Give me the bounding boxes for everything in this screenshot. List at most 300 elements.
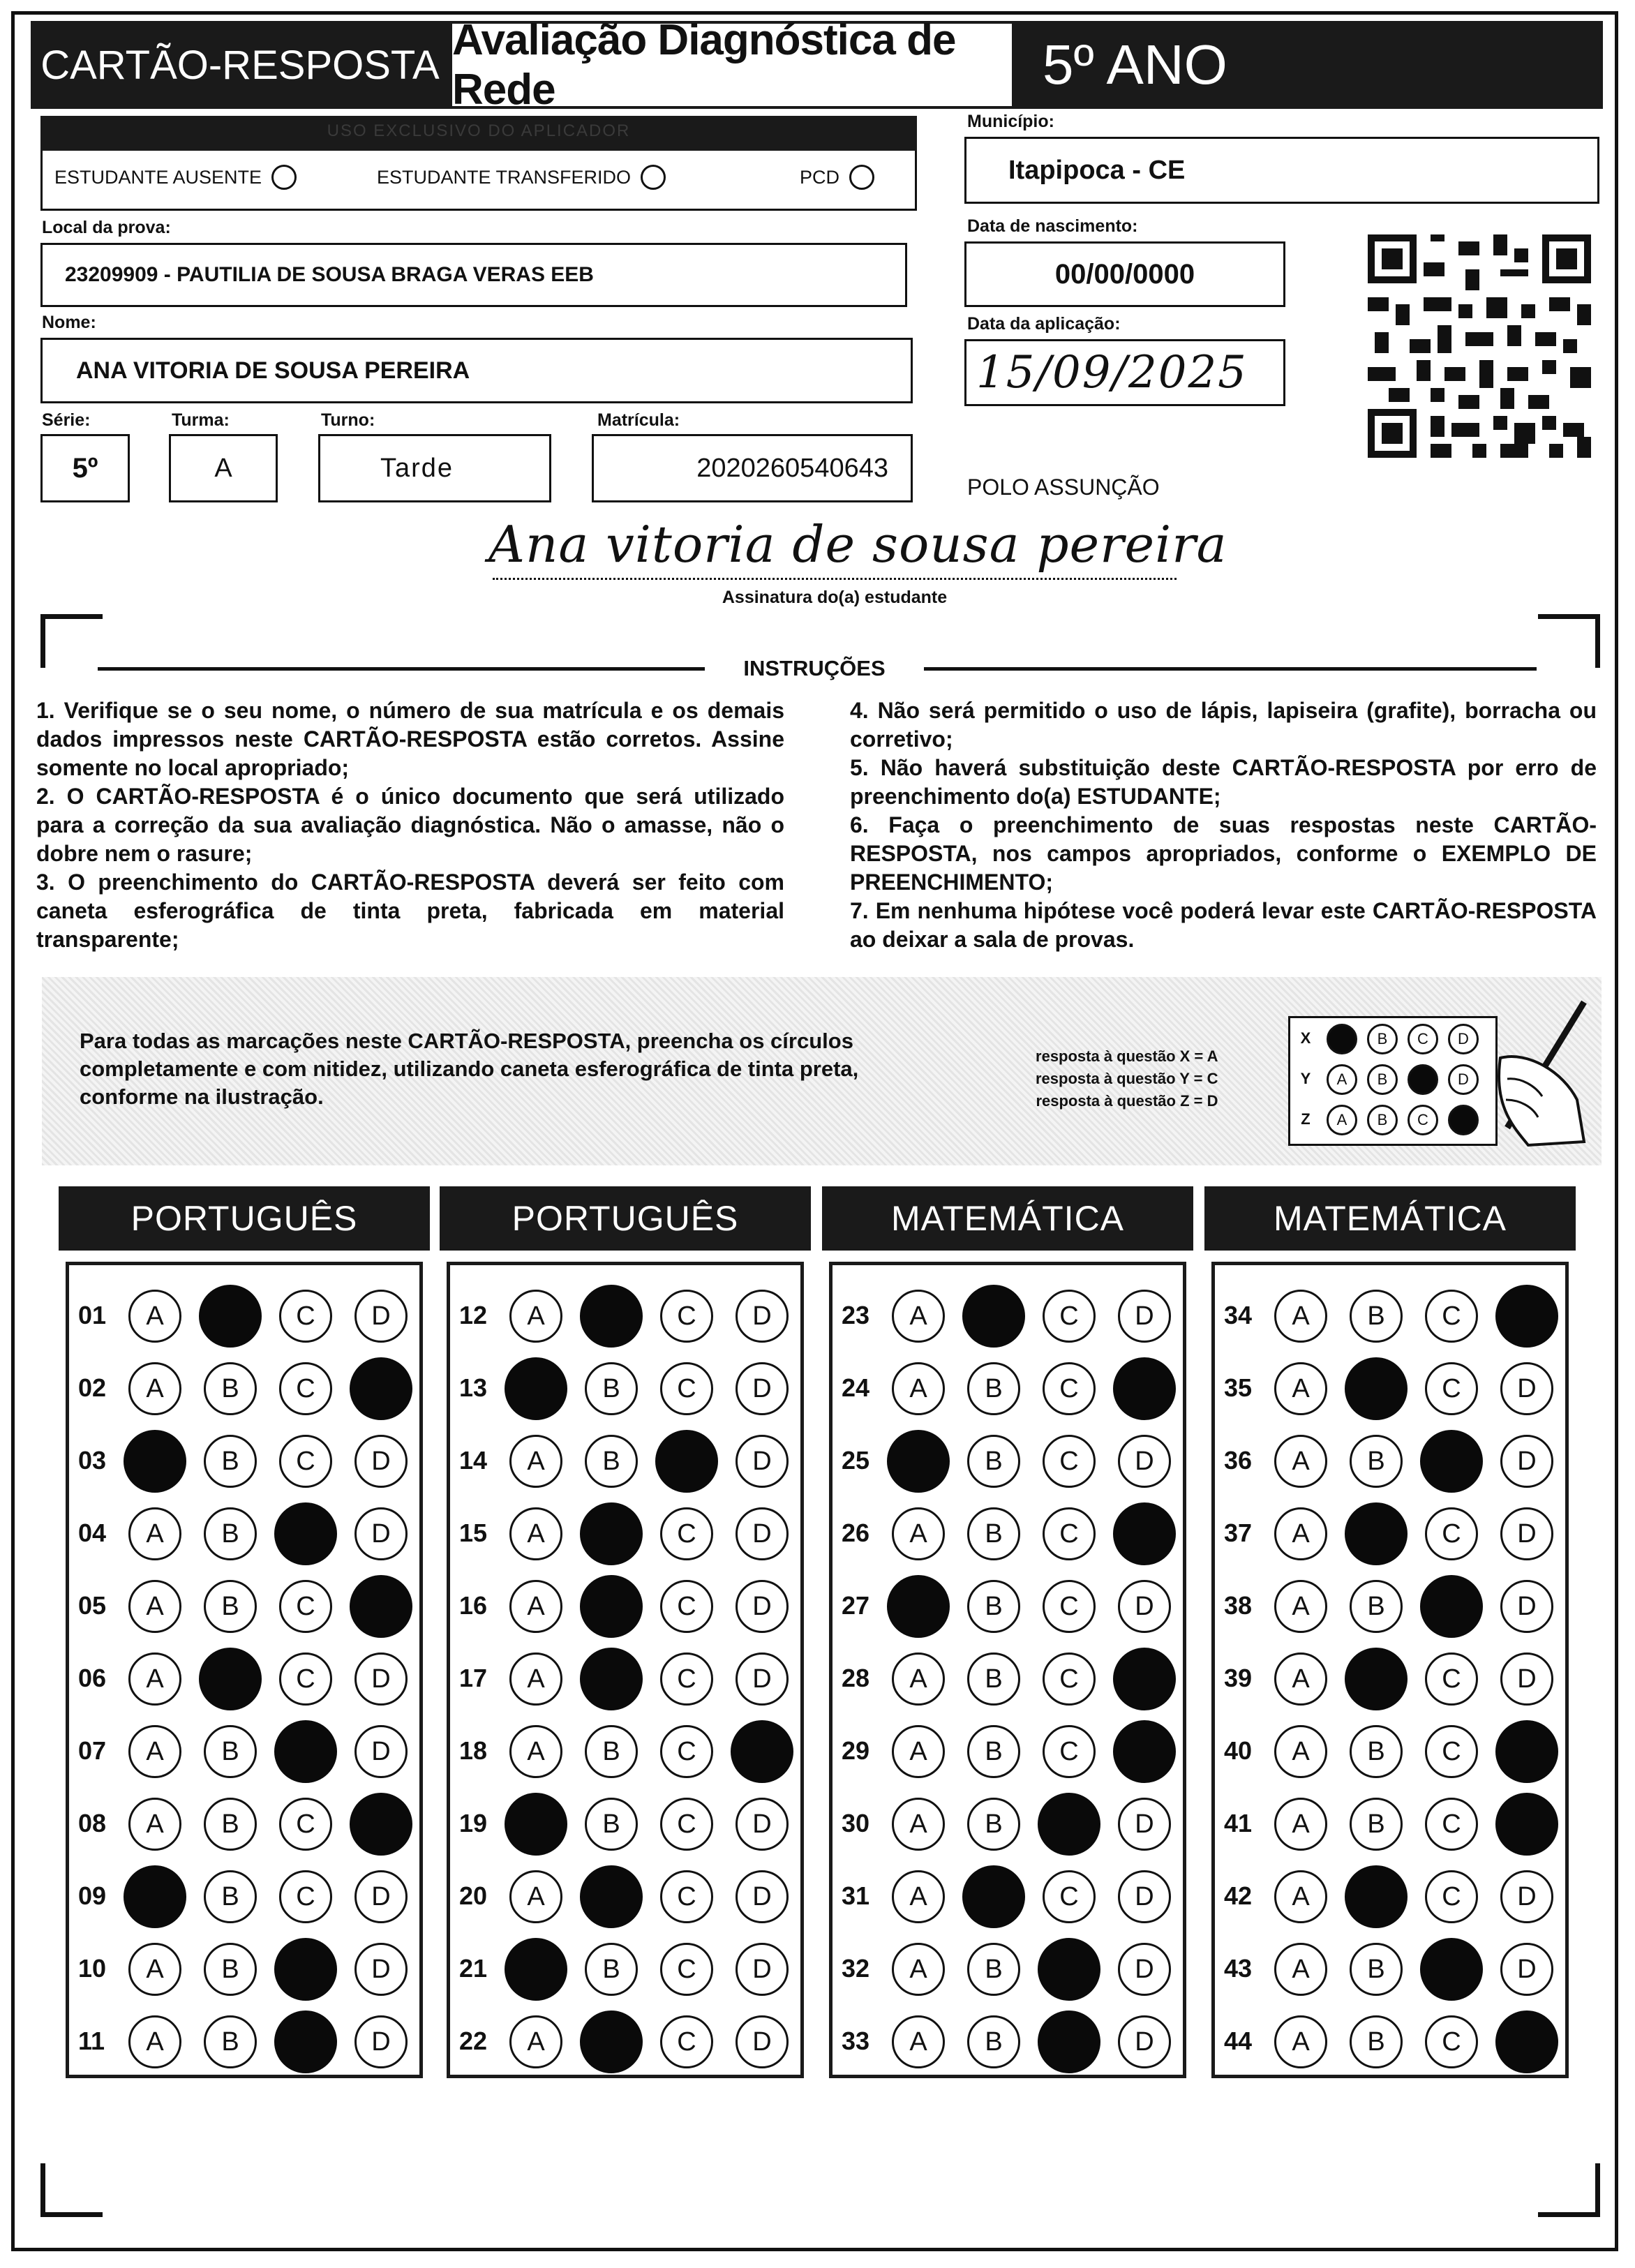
answer-bubble-44-c[interactable]: C xyxy=(1425,2015,1478,2068)
answer-bubble-11-d[interactable]: D xyxy=(354,2015,408,2068)
instruction-7: 7. Em nenhuma hipótese você poderá levar este CARTÃO-RESPOSTA ao deixar a sala de provas. xyxy=(850,898,1597,952)
answer-bubble-19-b[interactable]: B xyxy=(585,1798,638,1851)
answer-bubble-25-d[interactable]: D xyxy=(1118,1435,1171,1488)
serie-value: 5º xyxy=(72,452,98,484)
answer-bubble-08-a[interactable]: A xyxy=(128,1798,181,1851)
question-number: 38 xyxy=(1224,1591,1253,1620)
answer-bubble-38-b[interactable]: B xyxy=(1350,1580,1403,1633)
answer-bubble-32-b[interactable]: B xyxy=(967,1943,1020,1996)
answer-bubble-29-d[interactable] xyxy=(1113,1720,1176,1783)
question-number: 01 xyxy=(78,1301,107,1329)
question-number: 41 xyxy=(1224,1809,1253,1837)
answer-bubble-22-a[interactable]: A xyxy=(509,2015,562,2068)
answer-bubble-28-b[interactable]: B xyxy=(967,1652,1020,1706)
answer-bubble-19-d[interactable]: D xyxy=(736,1798,789,1851)
turno-field xyxy=(318,434,551,502)
question-number: 42 xyxy=(1224,1881,1253,1910)
answer-bubble-11-b[interactable]: B xyxy=(204,2015,257,2068)
instr-rule-right xyxy=(924,667,1537,671)
question-number: 36 xyxy=(1224,1446,1253,1475)
absent-option[interactable] xyxy=(54,165,297,190)
answer-bubble-09-d[interactable]: D xyxy=(354,1870,408,1923)
answer-bubble-42-a[interactable]: A xyxy=(1274,1870,1327,1923)
answer-bubble-05-a[interactable]: A xyxy=(128,1580,181,1633)
answer-bubble-02-d[interactable] xyxy=(350,1357,412,1420)
answer-bubble-13-a[interactable] xyxy=(505,1357,567,1420)
answer-bubble-08-c[interactable]: C xyxy=(279,1798,332,1851)
local-field xyxy=(40,243,907,307)
question-number: 12 xyxy=(459,1301,488,1329)
answer-bubble-42-c[interactable]: C xyxy=(1425,1870,1478,1923)
transferred-option[interactable] xyxy=(377,165,666,190)
answer-bubble-44-b[interactable]: B xyxy=(1350,2015,1403,2068)
instr-rule-left xyxy=(98,667,705,671)
answer-bubble-26-a[interactable]: A xyxy=(892,1507,945,1560)
question-number: 29 xyxy=(842,1736,870,1765)
answer-bubble-34-c[interactable]: C xyxy=(1425,1290,1478,1343)
question-number: 18 xyxy=(459,1736,488,1765)
nome-field xyxy=(40,338,913,403)
local-value: 23209909 - PAUTILIA DE SOUSA BRAGA VERAS EEB xyxy=(65,263,594,286)
answer-bubble-31-c[interactable]: C xyxy=(1043,1870,1096,1923)
question-number: 02 xyxy=(78,1373,107,1402)
answer-bubble-05-c[interactable]: C xyxy=(279,1580,332,1633)
answer-bubble-15-c[interactable]: C xyxy=(660,1507,713,1560)
question-number: 11 xyxy=(78,2027,105,2055)
answer-bubble-33-a[interactable]: A xyxy=(892,2015,945,2068)
answer-bubble-16-d[interactable]: D xyxy=(736,1580,789,1633)
answer-bubble-17-b[interactable] xyxy=(580,1648,643,1710)
question-number: 31 xyxy=(842,1881,870,1910)
answer-bubble-24-b[interactable]: B xyxy=(967,1362,1020,1415)
pcd-circle[interactable] xyxy=(849,165,874,190)
nascimento-value: 00/00/0000 xyxy=(1054,258,1195,290)
answer-bubble-18-d[interactable] xyxy=(731,1720,793,1783)
question-number: 06 xyxy=(78,1664,107,1692)
legend-y: resposta à questão Y = C xyxy=(1036,1070,1218,1087)
answer-bubble-01-b[interactable] xyxy=(199,1285,262,1348)
answer-bubble-13-c[interactable]: C xyxy=(660,1362,713,1415)
answer-bubble-18-b[interactable]: B xyxy=(585,1725,638,1778)
answer-bubble-04-d[interactable]: D xyxy=(354,1507,408,1560)
answer-bubble-36-d[interactable]: D xyxy=(1500,1435,1553,1488)
answer-bubble-33-c[interactable] xyxy=(1038,2010,1100,2073)
answer-bubble-43-b[interactable]: B xyxy=(1350,1943,1403,1996)
aplicacao-field xyxy=(964,339,1285,406)
answer-bubble-15-d[interactable]: D xyxy=(736,1507,789,1560)
example-bubble: B xyxy=(1367,1024,1398,1054)
answer-bubble-40-d[interactable] xyxy=(1495,1720,1558,1783)
answer-bubble-14-d[interactable]: D xyxy=(736,1435,789,1488)
answer-bubble-11-c[interactable] xyxy=(274,2010,337,2073)
answer-bubble-33-d[interactable]: D xyxy=(1118,2015,1171,2068)
question-number: 35 xyxy=(1224,1373,1253,1402)
question-number: 09 xyxy=(78,1881,107,1910)
question-number: 26 xyxy=(842,1519,870,1547)
evaluation-title: Avaliação Diagnóstica de Rede xyxy=(449,21,1015,109)
subject-header: MATEMÁTICA xyxy=(1204,1186,1576,1251)
answer-bubble-25-b[interactable]: B xyxy=(967,1435,1020,1488)
answer-bubble-07-c[interactable] xyxy=(274,1720,337,1783)
turma-value: A xyxy=(214,453,232,483)
example-bubble: B xyxy=(1367,1064,1398,1095)
legend-x: resposta à questão X = A xyxy=(1036,1047,1218,1065)
instruction-1: 1. Verifique se o seu nome, o número de sua matrícula e os demais dados impressos neste CARTÃO-RESPOSTA estão corretos. Assine somente no local apropriado; xyxy=(36,698,784,780)
serie-field xyxy=(40,434,130,502)
answer-bubble-01-a[interactable]: A xyxy=(128,1290,181,1343)
subject-header: PORTUGUÊS xyxy=(440,1186,811,1251)
answer-bubble-27-b[interactable]: B xyxy=(967,1580,1020,1633)
answer-bubble-06-c[interactable]: C xyxy=(279,1652,332,1706)
absent-circle[interactable] xyxy=(271,165,297,190)
answer-bubble-38-d[interactable]: D xyxy=(1500,1580,1553,1633)
answer-bubble-28-c[interactable]: C xyxy=(1043,1652,1096,1706)
answer-bubble-42-d[interactable]: D xyxy=(1500,1870,1553,1923)
question-number: 37 xyxy=(1224,1519,1253,1547)
instruction-5: 5. Não haverá substituição deste CARTÃO-RESPOSTA por erro de preenchimento do(a) ESTUDANTE; xyxy=(850,755,1597,809)
answer-bubble-15-b[interactable] xyxy=(580,1502,643,1565)
answer-bubble-30-a[interactable]: A xyxy=(892,1798,945,1851)
matricula-value: 2020260540643 xyxy=(696,453,888,483)
answer-bubble-40-b[interactable]: B xyxy=(1350,1725,1403,1778)
answer-bubble-13-d[interactable]: D xyxy=(736,1362,789,1415)
corner-top-right xyxy=(1538,614,1600,668)
question-number: 08 xyxy=(78,1809,107,1837)
subject-header: PORTUGUÊS xyxy=(59,1186,430,1251)
aplicacao-label: Data da aplicação: xyxy=(967,314,1121,334)
question-number: 40 xyxy=(1224,1736,1253,1765)
answer-bubble-36-a[interactable]: A xyxy=(1274,1435,1327,1488)
grade-title: 5º ANO xyxy=(1015,21,1603,109)
municipio-label: Município: xyxy=(967,112,1054,131)
answer-bubble-02-b[interactable]: B xyxy=(204,1362,257,1415)
answer-bubble-08-d[interactable] xyxy=(350,1793,412,1856)
polo-text: POLO ASSUNÇÃO xyxy=(967,475,1160,500)
nome-value: ANA VITORIA DE SOUSA PEREIRA xyxy=(76,357,470,384)
answer-bubble-35-d[interactable]: D xyxy=(1500,1362,1553,1415)
question-number: 19 xyxy=(459,1809,488,1837)
answer-bubble-36-b[interactable]: B xyxy=(1350,1435,1403,1488)
answer-bubble-43-a[interactable]: A xyxy=(1274,1943,1327,1996)
answer-bubble-23-a[interactable]: A xyxy=(892,1290,945,1343)
signature-label: Assinatura do(a) estudante xyxy=(722,588,948,607)
instructions-right xyxy=(850,696,1597,954)
answer-bubble-04-b[interactable]: B xyxy=(204,1507,257,1560)
question-number: 17 xyxy=(459,1664,488,1692)
example-grid xyxy=(1288,1016,1498,1146)
answer-bubble-38-a[interactable]: A xyxy=(1274,1580,1327,1633)
absent-label: ESTUDANTE AUSENTE xyxy=(54,166,262,188)
answer-bubble-40-c[interactable]: C xyxy=(1425,1725,1478,1778)
answer-bubble-10-a[interactable]: A xyxy=(128,1943,181,1996)
matricula-label: Matrícula: xyxy=(597,410,680,430)
answer-bubble-27-d[interactable]: D xyxy=(1118,1580,1171,1633)
answer-bubble-25-c[interactable]: C xyxy=(1043,1435,1096,1488)
answer-bubble-17-d[interactable]: D xyxy=(736,1652,789,1706)
answer-bubble-44-d[interactable] xyxy=(1495,2010,1558,2073)
question-number: 03 xyxy=(78,1446,107,1475)
answer-bubble-31-b[interactable] xyxy=(962,1865,1025,1928)
example-bubble: D xyxy=(1448,1024,1479,1054)
answer-bubble-23-b[interactable] xyxy=(962,1285,1025,1348)
answer-bubble-06-a[interactable]: A xyxy=(128,1652,181,1706)
answer-bubble-10-b[interactable]: B xyxy=(204,1943,257,1996)
answer-bubble-33-b[interactable]: B xyxy=(967,2015,1020,2068)
serie-label: Série: xyxy=(42,410,91,430)
answer-bubble-10-d[interactable]: D xyxy=(354,1943,408,1996)
answer-bubble-37-a[interactable]: A xyxy=(1274,1507,1327,1560)
answer-bubble-01-d[interactable]: D xyxy=(354,1290,408,1343)
answer-bubble-23-d[interactable]: D xyxy=(1118,1290,1171,1343)
instructions-left xyxy=(36,696,784,954)
answer-bubble-21-a[interactable] xyxy=(505,1938,567,2001)
transferred-label: ESTUDANTE TRANSFERIDO xyxy=(377,166,632,188)
answer-bubble-41-b[interactable]: B xyxy=(1350,1798,1403,1851)
answer-bubble-29-c[interactable]: C xyxy=(1043,1725,1096,1778)
answer-bubble-10-c[interactable] xyxy=(274,1938,337,2001)
answer-bubble-03-a[interactable] xyxy=(124,1430,186,1493)
answer-bubble-29-b[interactable]: B xyxy=(967,1725,1020,1778)
answer-bubble-18-a[interactable]: A xyxy=(509,1725,562,1778)
signature: Ana vitoria de sousa pereira xyxy=(488,515,1227,574)
answer-bubble-07-d[interactable]: D xyxy=(354,1725,408,1778)
pcd-option[interactable] xyxy=(800,165,874,190)
corner-top-left xyxy=(40,614,103,668)
answer-bubble-39-b[interactable] xyxy=(1345,1648,1408,1710)
answer-bubble-02-a[interactable]: A xyxy=(128,1362,181,1415)
answer-bubble-20-d[interactable]: D xyxy=(736,1870,789,1923)
answer-bubble-35-c[interactable]: C xyxy=(1425,1362,1478,1415)
instruction-6: 6. Faça o preenchimento de suas respostas neste CARTÃO-RESPOSTA, nos campos apropriados, conforme o EXEMPLO DE PREENCHIMENTO; xyxy=(850,812,1597,895)
example-row-label: Y xyxy=(1300,1070,1311,1087)
answer-bubble-22-c[interactable]: C xyxy=(660,2015,713,2068)
question-number: 28 xyxy=(842,1664,870,1692)
question-number: 34 xyxy=(1224,1301,1253,1329)
example-bubble xyxy=(1408,1064,1438,1095)
answer-bubble-39-c[interactable]: C xyxy=(1425,1652,1478,1706)
answer-bubble-22-d[interactable]: D xyxy=(736,2015,789,2068)
answer-bubble-12-d[interactable]: D xyxy=(736,1290,789,1343)
question-number: 39 xyxy=(1224,1664,1253,1692)
example-bubble xyxy=(1448,1105,1479,1135)
answer-bubble-27-a[interactable] xyxy=(887,1575,950,1638)
answer-bubble-39-a[interactable]: A xyxy=(1274,1652,1327,1706)
answer-bubble-26-c[interactable]: C xyxy=(1043,1507,1096,1560)
answer-bubble-29-a[interactable]: A xyxy=(892,1725,945,1778)
answer-bubble-07-a[interactable]: A xyxy=(128,1725,181,1778)
card-title: CARTÃO-RESPOSTA xyxy=(31,21,449,109)
answer-bubble-14-b[interactable]: B xyxy=(585,1435,638,1488)
answer-bubble-25-a[interactable] xyxy=(887,1430,950,1493)
answer-bubble-36-c[interactable] xyxy=(1420,1430,1483,1493)
answer-bubble-34-a[interactable]: A xyxy=(1274,1290,1327,1343)
question-number: 23 xyxy=(842,1301,870,1329)
question-number: 33 xyxy=(842,2027,870,2055)
answer-bubble-01-c[interactable]: C xyxy=(279,1290,332,1343)
example-text: Para todas as marcações neste CARTÃO-RESPOSTA, preencha os círculos completamente e com nitidez, utilizando caneta esferográfica de tinta preta, conforme na ilustração. xyxy=(80,1029,859,1109)
answer-bubble-34-b[interactable]: B xyxy=(1350,1290,1403,1343)
answer-bubble-15-a[interactable]: A xyxy=(509,1507,562,1560)
instruction-3: 3. O preenchimento do CARTÃO-RESPOSTA deverá ser feito com caneta esferográfica de tinta preta, fabricada em material transparente; xyxy=(36,870,784,952)
answer-bubble-20-a[interactable]: A xyxy=(509,1870,562,1923)
answer-bubble-03-c[interactable]: C xyxy=(279,1435,332,1488)
question-number: 27 xyxy=(842,1591,870,1620)
municipio-field xyxy=(964,137,1599,204)
answer-bubble-27-c[interactable]: C xyxy=(1043,1580,1096,1633)
answer-bubble-14-a[interactable]: A xyxy=(509,1435,562,1488)
municipio-value: Itapipoca - CE xyxy=(1008,155,1186,185)
answer-bubble-18-c[interactable]: C xyxy=(660,1725,713,1778)
answer-bubble-05-b[interactable]: B xyxy=(204,1580,257,1633)
subject-header: MATEMÁTICA xyxy=(822,1186,1193,1251)
nascimento-field xyxy=(964,241,1285,307)
nascimento-label: Data de nascimento: xyxy=(967,216,1138,236)
question-number: 13 xyxy=(459,1373,488,1402)
question-number: 10 xyxy=(78,1954,107,1983)
answer-bubble-24-c[interactable]: C xyxy=(1043,1362,1096,1415)
answer-bubble-06-d[interactable]: D xyxy=(354,1652,408,1706)
answer-bubble-21-b[interactable]: B xyxy=(585,1943,638,1996)
answer-bubble-20-b[interactable] xyxy=(580,1865,643,1928)
example-legend xyxy=(1036,1045,1218,1112)
answer-bubble-13-b[interactable]: B xyxy=(585,1362,638,1415)
answer-bubble-08-b[interactable]: B xyxy=(204,1798,257,1851)
answer-bubble-12-c[interactable]: C xyxy=(660,1290,713,1343)
question-number: 43 xyxy=(1224,1954,1253,1983)
answer-bubble-17-c[interactable]: C xyxy=(660,1652,713,1706)
answer-bubble-30-c[interactable] xyxy=(1038,1793,1100,1856)
answer-bubble-16-b[interactable] xyxy=(580,1575,643,1638)
instruction-2: 2. O CARTÃO-RESPOSTA é o único documento que será utilizado para a correção da sua avaliação diagnóstica. Não o amasse, não o dobre nem o rasure; xyxy=(36,784,784,866)
signature-line xyxy=(493,578,1177,580)
answer-bubble-09-a[interactable] xyxy=(124,1865,186,1928)
answer-bubble-32-a[interactable]: A xyxy=(892,1943,945,1996)
answer-bubble-19-c[interactable]: C xyxy=(660,1798,713,1851)
answer-bubble-04-a[interactable]: A xyxy=(128,1507,181,1560)
answer-bubble-44-a[interactable]: A xyxy=(1274,2015,1327,2068)
pcd-label: PCD xyxy=(800,166,840,188)
answer-bubble-19-a[interactable] xyxy=(505,1793,567,1856)
answer-bubble-03-d[interactable]: D xyxy=(354,1435,408,1488)
example-bubble: A xyxy=(1327,1105,1357,1135)
nome-label: Nome: xyxy=(42,313,96,332)
aplicacao-value: 15/09/2025 xyxy=(976,347,1248,398)
answer-bubble-24-a[interactable]: A xyxy=(892,1362,945,1415)
answer-bubble-21-c[interactable]: C xyxy=(660,1943,713,1996)
answer-bubble-11-a[interactable]: A xyxy=(128,2015,181,2068)
answer-bubble-02-c[interactable]: C xyxy=(279,1362,332,1415)
answer-bubble-28-a[interactable]: A xyxy=(892,1652,945,1706)
example-bubble xyxy=(1327,1024,1357,1054)
answer-bubble-41-a[interactable]: A xyxy=(1274,1798,1327,1851)
answer-bubble-37-d[interactable]: D xyxy=(1500,1507,1553,1560)
answer-bubble-35-b[interactable] xyxy=(1345,1357,1408,1420)
answer-bubble-38-c[interactable] xyxy=(1420,1575,1483,1638)
answer-bubble-41-d[interactable] xyxy=(1495,1793,1558,1856)
matricula-field xyxy=(592,434,913,502)
question-number: 24 xyxy=(842,1373,870,1402)
answer-bubble-17-a[interactable]: A xyxy=(509,1652,562,1706)
answer-bubble-05-d[interactable] xyxy=(350,1575,412,1638)
qr-code-icon xyxy=(1368,234,1591,458)
turno-value: Tarde xyxy=(380,453,454,483)
answer-bubble-40-a[interactable]: A xyxy=(1274,1725,1327,1778)
answer-bubble-26-d[interactable] xyxy=(1113,1502,1176,1565)
answer-bubble-34-d[interactable] xyxy=(1495,1285,1558,1348)
answer-bubble-37-c[interactable]: C xyxy=(1425,1507,1478,1560)
turma-label: Turma: xyxy=(172,410,230,430)
question-number: 32 xyxy=(842,1954,870,1983)
question-number: 21 xyxy=(459,1954,488,1983)
answer-bubble-28-d[interactable] xyxy=(1113,1648,1176,1710)
answer-bubble-32-c[interactable] xyxy=(1038,1938,1100,2001)
answer-bubble-43-c[interactable] xyxy=(1420,1938,1483,2001)
hand-pen-icon xyxy=(1486,995,1591,1149)
answer-bubble-09-c[interactable]: C xyxy=(279,1870,332,1923)
answer-bubble-21-d[interactable]: D xyxy=(736,1943,789,1996)
transferred-circle[interactable] xyxy=(641,165,666,190)
answer-bubble-07-b[interactable]: B xyxy=(204,1725,257,1778)
answer-bubble-26-b[interactable]: B xyxy=(967,1507,1020,1560)
answer-bubble-37-b[interactable] xyxy=(1345,1502,1408,1565)
instructions-title: INSTRUÇÕES xyxy=(743,656,886,680)
answer-bubble-24-d[interactable] xyxy=(1113,1357,1176,1420)
answer-bubble-20-c[interactable]: C xyxy=(660,1870,713,1923)
example-bubble: D xyxy=(1448,1064,1479,1095)
corner-bottom-right xyxy=(1538,2163,1600,2217)
example-bubble: C xyxy=(1408,1024,1438,1054)
question-number: 20 xyxy=(459,1881,488,1910)
answer-bubble-31-a[interactable]: A xyxy=(892,1870,945,1923)
example-row-label: X xyxy=(1300,1029,1311,1047)
answer-bubble-23-c[interactable]: C xyxy=(1043,1290,1096,1343)
question-number: 05 xyxy=(78,1591,107,1620)
example-row-label: Z xyxy=(1301,1110,1311,1128)
local-label: Local da prova: xyxy=(42,218,171,237)
answer-bubble-41-c[interactable]: C xyxy=(1425,1798,1478,1851)
answer-bubble-35-a[interactable]: A xyxy=(1274,1362,1327,1415)
question-number: 15 xyxy=(459,1519,488,1547)
answer-bubble-12-b[interactable] xyxy=(580,1285,643,1348)
answer-bubble-43-d[interactable]: D xyxy=(1500,1943,1553,1996)
answer-bubble-09-b[interactable]: B xyxy=(204,1870,257,1923)
question-number: 22 xyxy=(459,2027,488,2055)
answer-bubble-14-c[interactable] xyxy=(655,1430,718,1493)
question-number: 44 xyxy=(1224,2027,1253,2055)
answer-bubble-12-a[interactable]: A xyxy=(509,1290,562,1343)
answer-bubble-42-b[interactable] xyxy=(1345,1865,1408,1928)
question-number: 30 xyxy=(842,1809,870,1837)
answer-bubble-16-a[interactable]: A xyxy=(509,1580,562,1633)
answer-bubble-31-d[interactable]: D xyxy=(1118,1870,1171,1923)
answer-bubble-30-b[interactable]: B xyxy=(967,1798,1020,1851)
legend-z: resposta à questão Z = D xyxy=(1036,1092,1218,1110)
corner-bottom-left xyxy=(40,2163,103,2217)
answer-bubble-39-d[interactable]: D xyxy=(1500,1652,1553,1706)
answer-bubble-04-c[interactable] xyxy=(274,1502,337,1565)
answer-bubble-30-d[interactable]: D xyxy=(1118,1798,1171,1851)
answer-bubble-06-b[interactable] xyxy=(199,1648,262,1710)
question-number: 25 xyxy=(842,1446,870,1475)
example-bubble: C xyxy=(1408,1105,1438,1135)
answer-bubble-22-b[interactable] xyxy=(580,2010,643,2073)
answer-bubble-16-c[interactable]: C xyxy=(660,1580,713,1633)
answer-bubble-03-b[interactable]: B xyxy=(204,1435,257,1488)
question-number: 04 xyxy=(78,1519,107,1547)
example-bubble: B xyxy=(1367,1105,1398,1135)
answer-bubble-32-d[interactable]: D xyxy=(1118,1943,1171,1996)
question-number: 16 xyxy=(459,1591,488,1620)
